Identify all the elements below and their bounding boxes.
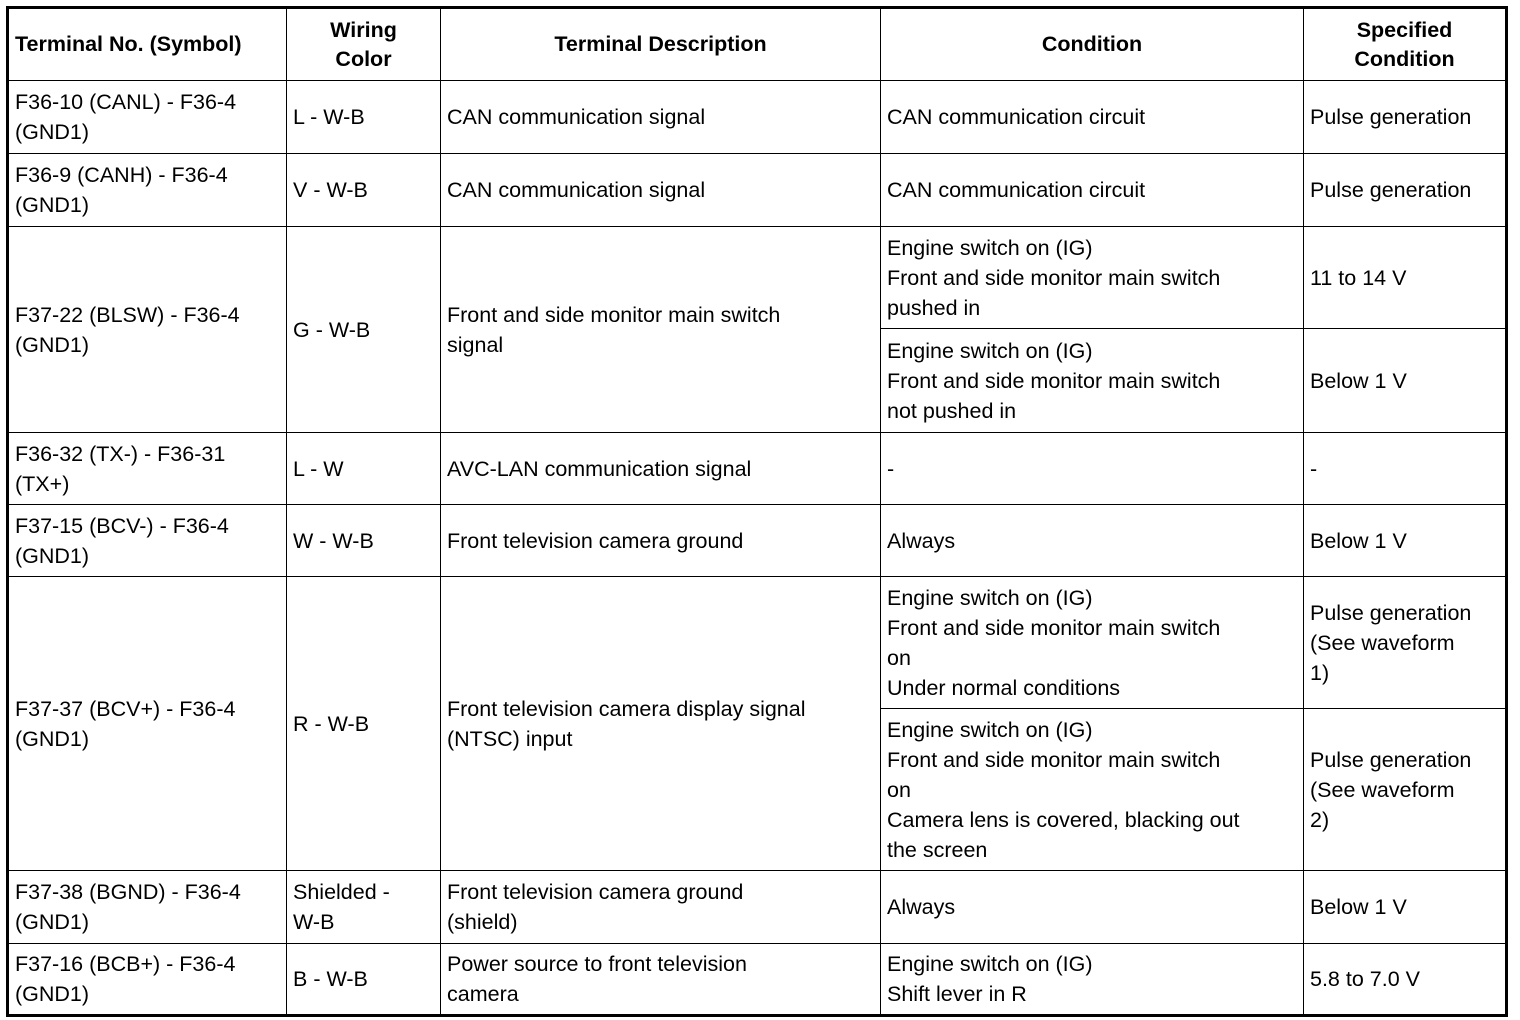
- table-row: [8, 505, 1507, 577]
- wiring-color-cell: R - W-B: [287, 577, 441, 871]
- table-row: [8, 433, 1507, 505]
- condition-cell: CAN communication circuit: [881, 154, 1304, 227]
- wiring-color-cell: G - W-B: [287, 227, 441, 433]
- condition-cell: Engine switch on (IG) Front and side monitor main switch on Camera lens is covered, blacking out the screen: [881, 709, 1304, 871]
- specified-condition-cell: -: [1304, 433, 1507, 505]
- header-terminal-no: Terminal No. (Symbol): [8, 8, 287, 81]
- description-cell: Power source to front television camera: [441, 944, 881, 1016]
- terminal-cell: F36-9 (CANH) - F36-4 (GND1): [8, 154, 287, 227]
- specified-condition-cell: Pulse generation: [1304, 154, 1507, 227]
- table-row: [8, 871, 1507, 944]
- terminal-spec-table: [6, 6, 1508, 1017]
- terminal-cell: F37-22 (BLSW) - F36-4 (GND1): [8, 227, 287, 433]
- specified-condition-cell: Below 1 V: [1304, 329, 1507, 433]
- description-cell: CAN communication signal: [441, 81, 881, 154]
- specified-condition-cell: Pulse generation (See waveform 2): [1304, 709, 1507, 871]
- description-cell: Front television camera ground: [441, 505, 881, 577]
- specified-condition-cell: Below 1 V: [1304, 505, 1507, 577]
- condition-cell: Engine switch on (IG) Front and side monitor main switch on Under normal conditions: [881, 577, 1304, 709]
- description-cell: Front television camera display signal (NTSC) input: [441, 577, 881, 871]
- terminal-cell: F37-15 (BCV-) - F36-4 (GND1): [8, 505, 287, 577]
- table-row: [8, 944, 1507, 1016]
- condition-cell: Engine switch on (IG) Shift lever in R: [881, 944, 1304, 1016]
- description-cell: AVC-LAN communication signal: [441, 433, 881, 505]
- specified-condition-cell: Pulse generation: [1304, 81, 1507, 154]
- wiring-color-cell: V - W-B: [287, 154, 441, 227]
- condition-cell: Engine switch on (IG) Front and side monitor main switch not pushed in: [881, 329, 1304, 433]
- terminal-cell: F37-16 (BCB+) - F36-4 (GND1): [8, 944, 287, 1016]
- description-cell: Front and side monitor main switch signal: [441, 227, 881, 433]
- description-cell: Front television camera ground (shield): [441, 871, 881, 944]
- terminal-cell: F36-32 (TX-) - F36-31 (TX+): [8, 433, 287, 505]
- specified-condition-cell: Pulse generation (See waveform 1): [1304, 577, 1507, 709]
- condition-cell: -: [881, 433, 1304, 505]
- terminal-cell: F37-38 (BGND) - F36-4 (GND1): [8, 871, 287, 944]
- wiring-color-cell: B - W-B: [287, 944, 441, 1016]
- wiring-color-cell: Shielded - W-B: [287, 871, 441, 944]
- specified-condition-cell: Below 1 V: [1304, 871, 1507, 944]
- condition-cell: CAN communication circuit: [881, 81, 1304, 154]
- table-header-row: [8, 8, 1507, 81]
- terminal-cell: F37-37 (BCV+) - F36-4 (GND1): [8, 577, 287, 871]
- header-wiring-color: Wiring Color: [287, 8, 441, 81]
- table-row: [8, 227, 1507, 329]
- table-row: [8, 154, 1507, 227]
- wiring-color-cell: L - W-B: [287, 81, 441, 154]
- specified-condition-cell: 11 to 14 V: [1304, 227, 1507, 329]
- terminal-cell: F36-10 (CANL) - F36-4 (GND1): [8, 81, 287, 154]
- specified-condition-cell: 5.8 to 7.0 V: [1304, 944, 1507, 1016]
- table-row: [8, 577, 1507, 709]
- wiring-color-cell: L - W: [287, 433, 441, 505]
- condition-cell: Always: [881, 505, 1304, 577]
- header-specified-condition: Specified Condition: [1304, 8, 1507, 81]
- header-terminal-description: Terminal Description: [441, 8, 881, 81]
- wiring-color-cell: W - W-B: [287, 505, 441, 577]
- description-cell: CAN communication signal: [441, 154, 881, 227]
- header-condition: Condition: [881, 8, 1304, 81]
- condition-cell: Engine switch on (IG) Front and side monitor main switch pushed in: [881, 227, 1304, 329]
- condition-cell: Always: [881, 871, 1304, 944]
- table-row: [8, 81, 1507, 154]
